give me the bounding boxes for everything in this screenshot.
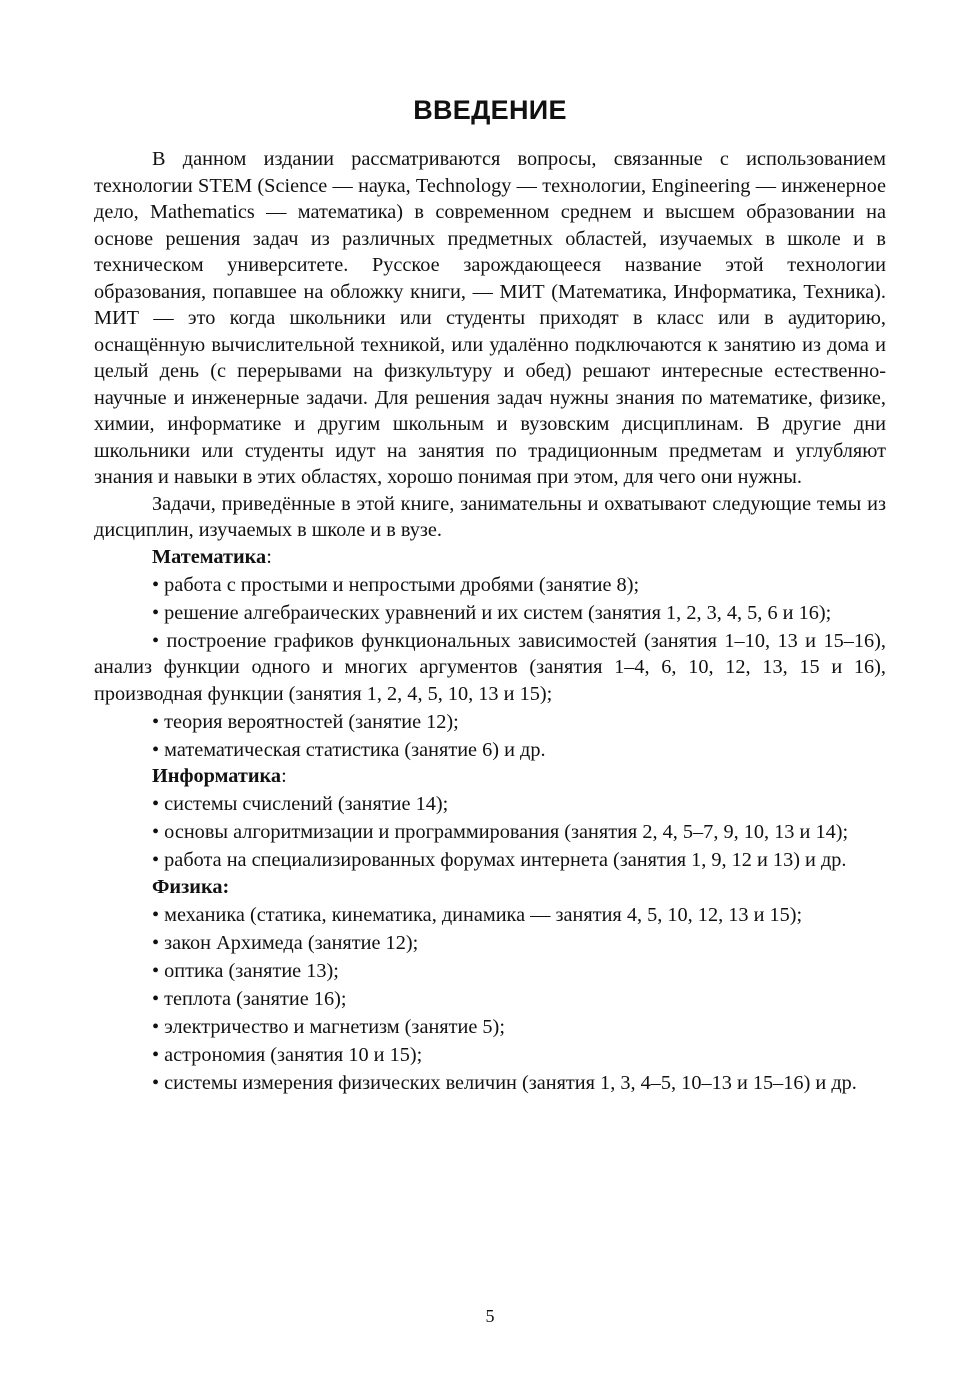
list-item-physics-6: • астрономия (занятия 10 и 15); [152,1043,423,1066]
page-number: 5 [485,1306,495,1326]
list-item-math-1: • работа с простыми и непростыми дробями (занятие 8); [152,573,640,596]
intro-paragraph-2: Задачи, приведённые в этой книге, занимательны и охватывают следующие темы из дисциплин, изучаемых в школе и в вузе. [94,492,886,541]
list-item-physics-3: • оптика (занятие 13); [152,959,339,982]
list-item-physics-4: • теплота (занятие 16); [152,987,347,1010]
list-item-math-5: • математическая статистика (занятие 6) и др. [152,738,546,761]
section-heading-informatics [94,763,886,790]
section-heading-math-label: Математика [152,545,267,568]
list-item-math-2: • решение алгебраических уравнений и их систем (занятия 1, 2, 3, 4, 5, 6 и 16); [152,601,832,624]
list-item-physics-2: • закон Архимеда (занятие 12); [152,931,419,954]
list-item-math-3: • построение графиков функциональных зависимостей (занятия 1–10, 13 и 15–16), анализ функции одного и многих аргументов (занятия 1–4, 6, 10, 12, 13, 15 и 16), производная функции (занятия 1, 2, 4, 5, 10, 13 и 15); [94,629,886,705]
list-item-informatics-1: • системы счислений (занятие 14); [152,793,449,815]
list-item-informatics-3: • работа на специализированных форумах интернета (занятия 1, 9, 12 и 13) и др. [152,849,847,871]
section-heading-informatics-colon: : [281,765,287,787]
list-item-informatics-2: • основы алгоритмизации и программирования (занятия 2, 4, 5–7, 9, 10, 13 и 14); [152,821,849,843]
section-heading-math [94,544,886,571]
section-heading-informatics-label: Информатика [152,765,282,787]
list-item-math-4: • теория вероятностей (занятие 12); [152,710,459,733]
list-item-physics-5: • электричество и магнетизм (занятие 5); [152,1015,505,1038]
list-item-physics-7: • системы измерения физических величин (занятия 1, 3, 4–5, 10–13 и 15–16) и др. [152,1071,857,1094]
intro-paragraph-1: В данном издании рассматриваются вопросы, связанные с использованием технологии STEM (Science — наука, Technology — технологии, Engineering — инженерное дело, Mathematics — математика) в современном среднем и высшем образовании на основе решения задач из различных предметных областей, изучаемых в школе и в техническом университете. Русское зарождающееся название этой технологии образования, попавшее на обложку книги, — МИТ (Математика, Информатика, Техника). МИТ — это когда школьники или студенты приходят в класс или в аудиторию, оснащённую вычислительной техникой, или удалённо подключаются к занятию из дома и целый день (с перерывами на физкультуру и обед) решают интересные естественно-научные и инженерные задачи. Для решения задач нужны знания по математике, физике, химии, информатике и другим школьным и вузовским дисциплинам. В другие дни школьники или студенты идут на занятия по традиционным предметам и углубляют знания и навыки в этих областях, хорошо понимая при этом, для чего они нужны. [94,148,886,488]
section-heading-math-colon: : [266,545,272,568]
page-title: ВВЕДЕНИЕ [413,95,567,125]
list-item-physics-1: • механика (статика, кинематика, динамика — занятия 4, 5, 10, 12, 13 и 15); [152,903,803,926]
page-body [94,90,886,1096]
section-heading-physics [94,874,886,901]
section-heading-physics-label: Физика: [152,875,230,898]
